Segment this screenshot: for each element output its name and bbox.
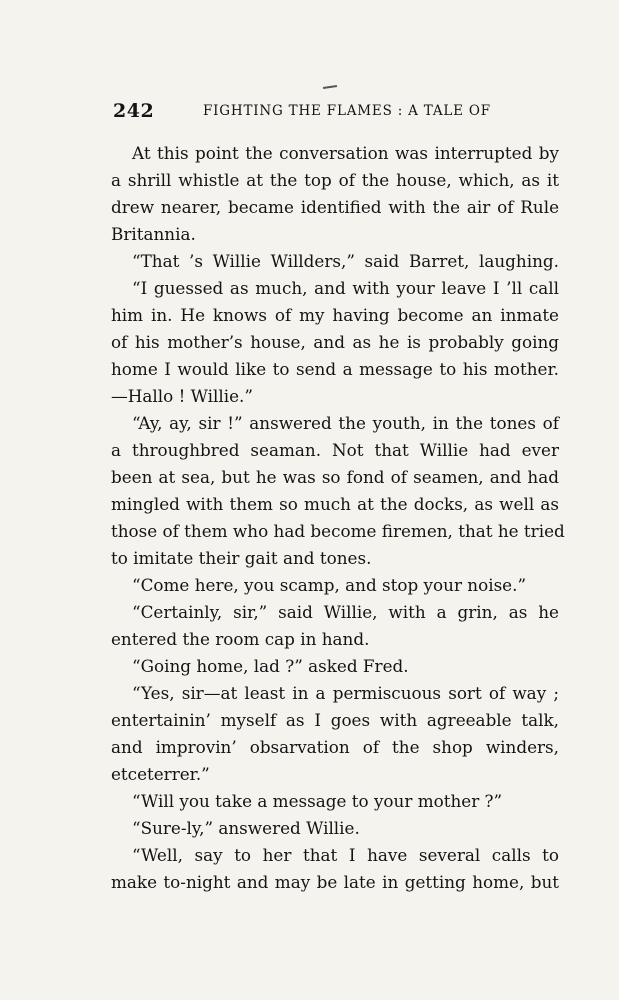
body-text <box>111 140 565 896</box>
text-line: of his mother’s house, and as he is probably going <box>111 332 559 352</box>
text-line: make to-night and may be late in getting home, but <box>111 872 559 892</box>
text-line: “Will you take a message to your mother ?” <box>132 791 503 811</box>
text-line: to imitate their gait and tones. <box>111 548 372 568</box>
text-line: been at sea, but he was so fond of seamen, and had <box>111 467 559 487</box>
text-line: At this point the conversation was interrupted by <box>132 143 559 163</box>
running-title: FIGHTING THE FLAMES : A TALE OF <box>203 103 491 119</box>
text-line: “Sure-ly,” answered Willie. <box>132 818 360 838</box>
text-line: mingled with them so much at the docks, as well as <box>111 494 559 514</box>
text-line: those of them who had become firemen, that he tried <box>111 521 565 541</box>
text-line: drew nearer, became identified with the air of Rule <box>111 197 559 217</box>
text-line: etceterrer.” <box>111 764 210 784</box>
text-line: “Going home, lad ?” asked Fred. <box>132 656 409 676</box>
text-line: entertainin’ myself as I goes with agreeable talk, <box>111 710 559 730</box>
text-line: “Yes, sir—at least in a permiscuous sort of way ; <box>132 683 559 703</box>
text-line: a throughbred seaman. Not that Willie had ever <box>111 440 559 460</box>
text-line: “I guessed as much, and with your leave I ’ll call <box>132 278 559 298</box>
text-line: “Ay, ay, sir !” answered the youth, in the tones of <box>132 413 559 433</box>
text-line: entered the room cap in hand. <box>111 629 370 649</box>
text-line: “Certainly, sir,” said Willie, with a grin, as he <box>132 602 559 622</box>
text-line: home I would like to send a message to his mother. <box>111 359 559 379</box>
text-line: him in. He knows of my having become an inmate <box>111 305 559 325</box>
text-line: Britannia. <box>111 224 196 244</box>
page-number: 242 <box>113 100 155 122</box>
text-line: a shrill whistle at the top of the house, which, as it <box>111 170 559 190</box>
page-header <box>113 100 553 122</box>
text-line: “Well, say to her that I have several calls to <box>132 845 559 865</box>
text-line: “That ’s Willie Willders,” said Barret, laughing. <box>132 251 559 271</box>
text-line: “Come here, you scamp, and stop your noise.” <box>132 575 527 595</box>
text-line: —Hallo ! Willie.” <box>111 386 253 406</box>
text-line: and improvin’ obsarvation of the shop winders, <box>111 737 559 757</box>
